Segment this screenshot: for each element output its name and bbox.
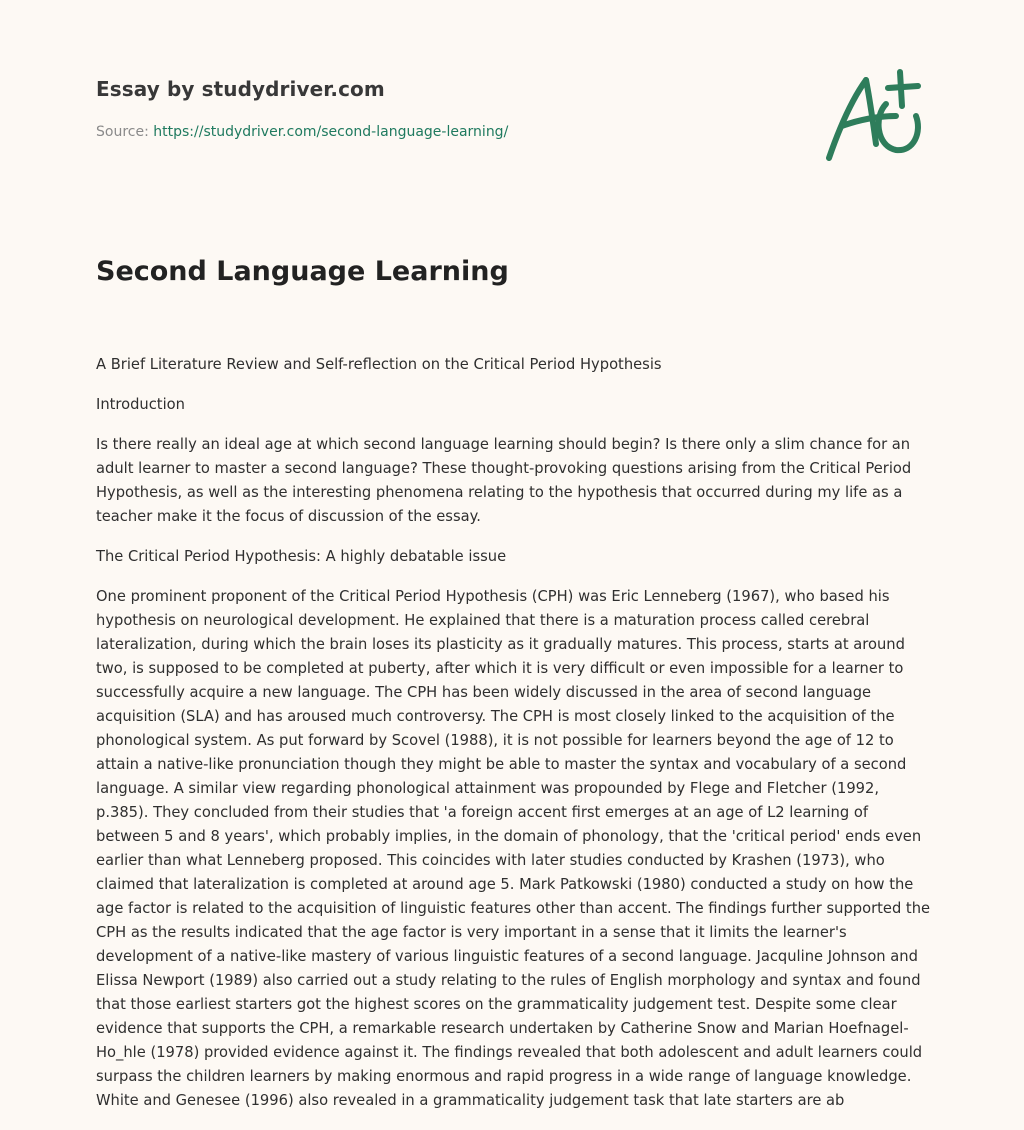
section-heading-cph: The Critical Period Hypothesis: A highly debatable issue bbox=[96, 548, 507, 565]
essay-title: Second Language Learning bbox=[96, 256, 509, 287]
source-link[interactable]: https://studydriver.com/second-language-learning/ bbox=[153, 124, 509, 140]
site-title: Essay by studydriver.com bbox=[96, 77, 385, 101]
essay-subtitle: A Brief Literature Review and Self-reflection on the Critical Period Hypothesis bbox=[96, 356, 662, 373]
paragraph-introduction: Is there really an ideal age at which second language learning should begin? Is there only a slim chance for an adult learner to master a second language? These thought-provoking questions arising from the Critical Period Hypothesis, as well as the interesting phenomena relating to the hypothesis that occurred during my life as a teacher make it the focus of discussion of the essay. bbox=[96, 436, 912, 525]
paragraph-cph: One prominent proponent of the Critical Period Hypothesis (CPH) was Eric Lenneberg (1967), who based his hypothesis on neurological development. He explained that there is a maturation process called cerebral lateralization, during which the brain loses its plasticity as it gradually matures. This process, starts at around two, is supposed to be completed at puberty, after which it is very difficult or even impossible for a learner to successfully acquire a new language. The CPH has been widely discussed in the area of second language acquisition (SLA) and has aroused much controversy. The CPH is most closely linked to the acquisition of the phonological system. As put forward by Scovel (1988), it is not possible for learners beyond the age of 12 to attain a native-like pronunciation though they might be able to master the syntax and vocabulary of a second language. A similar view regarding phonological attainment was propounded by Flege and Fletcher (1992, p.385). They concluded from their studies that 'a foreign accent first emerges at an age of L2 learning of between 5 and 8 years', which probably implies, in the domain of phonology, that the 'critical period' ends even earlier than what Lenneberg proposed. This coincides with later studies conducted by Krashen (1973), who claimed that lateralization is completed at around age 5. Mark Patkowski (1980) conducted a study on how the age factor is related to the acquisition of linguistic features other than accent. The findings further supported the CPH as the results indicated that the age factor is very important in a sense that it limits the learner's development of a native-like mastery of various linguistic features of a second language. Jacquline Johnson and Elissa Newport (1989) also carried out a study relating to the rules of English morphology and syntax and found that those earliest starters got the highest scores on the grammaticality judgement test. Despite some clear evidence that supports the CPH, a remarkable research undertaken by Catherine Snow and Marian Hoefnagel-Ho_hle (1978) provided evidence against it. The findings revealed that both adolescent and adult learners could surpass the children learners by making enormous and rapid progress in a wide range of language knowledge. White and Genesee (1996) also revealed in a grammaticality judgement task that late starters are ab bbox=[96, 588, 931, 1109]
source-label: Source: bbox=[96, 124, 154, 140]
section-heading-introduction: Introduction bbox=[96, 396, 185, 413]
a-plus-logo-icon bbox=[818, 66, 930, 166]
source-line bbox=[96, 124, 508, 140]
essay-body bbox=[96, 353, 936, 1129]
